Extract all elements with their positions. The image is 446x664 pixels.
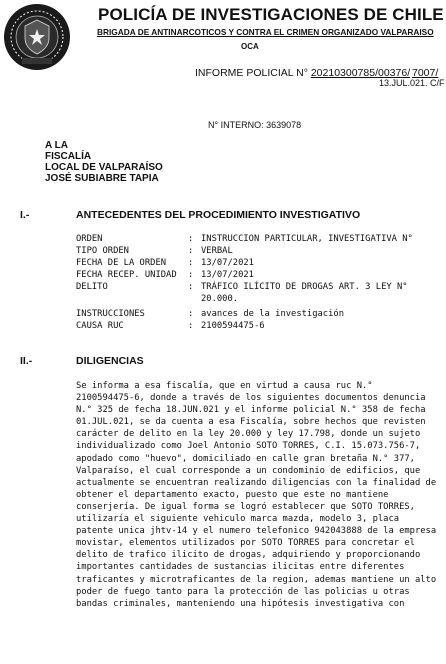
informe-label: INFORME POLICIAL N° bbox=[195, 67, 308, 79]
paragraph-line: 01.JUL.021, se da cuenta a esa Fiscalía, sobre hechos que revisten bbox=[76, 417, 426, 428]
informe-date: 13.JUL.021. C/F bbox=[379, 78, 445, 88]
unit-code: OCA bbox=[241, 42, 259, 51]
field-value: VERBAL bbox=[201, 246, 233, 256]
field-value: 2100594475-6 bbox=[201, 321, 265, 331]
addressee-line: JOSÉ SUBIABRE TAPIA bbox=[45, 173, 159, 184]
paragraph-line: patente unica jhtv-14 y el numero telefonico 942043888 de la empresa bbox=[76, 526, 437, 537]
field-value: 20.000. bbox=[201, 294, 239, 304]
field-value: 13/07/2021 bbox=[201, 270, 254, 280]
paragraph-line: poder de fuego tanto para la protección de las policias u otras bbox=[76, 586, 410, 597]
field-value: TRÁFICO ILÍCITO DE DROGAS ART. 3 LEY N° bbox=[201, 282, 408, 292]
addressee-line: FISCALÍA bbox=[45, 151, 92, 162]
paragraph-line: importantes cantidades de sustancias ilicitas entre diferentes bbox=[76, 562, 405, 573]
field-value: INSTRUCCION PARTICULAR, INVESTIGATIVA N° bbox=[201, 234, 413, 244]
agency-title: POLICÍA DE INVESTIGACIONES DE CHILE bbox=[98, 5, 444, 24]
paragraph-line: apodado como "huevo", domiciliado en calle gran bretaña N.° 377, bbox=[76, 453, 415, 464]
paragraph-line: actualmente se encuentran realizando diligencias con la finalidad de bbox=[76, 477, 437, 488]
informe-suffix: 7007/ bbox=[412, 67, 439, 79]
informe-line bbox=[195, 67, 410, 79]
paragraph-line: Se informa a esa fiscalía, que en virtud a causa ruc N.° bbox=[76, 381, 373, 391]
brigade-subtitle: BRIGADA DE ANTINARCOTICOS Y CONTRA EL CRIMEN ORGANIZADO VALPARAISO bbox=[97, 27, 434, 37]
paragraph-line: 2100594475-6, donde a través de los siguientes documentos denuncia bbox=[76, 393, 426, 404]
field-label: ORDEN bbox=[76, 234, 103, 244]
paragraph-line: movistar, elementos utilizados por SOTO TORRES para concretar el bbox=[76, 538, 415, 549]
field-label: DELITO bbox=[76, 282, 108, 292]
addressee-line: A LA bbox=[45, 140, 68, 151]
paragraph-line: N.° 325 de fecha 18.JUN.021 y el informe policial N.° 358 de fecha bbox=[76, 405, 426, 416]
paragraph-line: Valparaíso, el cual corresponde a un condominio de edificios, que bbox=[76, 465, 421, 476]
section-2-number: II.- bbox=[20, 355, 33, 367]
paragraph-line: bandas criminales, manteniendo una hipótesis investigativa con bbox=[76, 598, 405, 609]
paragraph-line: carácter de delito en la ley 20.000 y ley 17.798, donde un sujeto bbox=[76, 429, 421, 440]
field-value: 13/07/2021 bbox=[201, 258, 254, 268]
field-label: INSTRUCCIONES bbox=[76, 309, 145, 319]
field-label: CAUSA RUC bbox=[76, 321, 124, 331]
field-label: TIPO ORDEN bbox=[76, 246, 129, 256]
paragraph-line: traficantes y microtraficantes de la region, ademas mantiene un alto bbox=[76, 574, 437, 585]
paragraph-line: obtener el departamento exacto, puesto que este no mantiene bbox=[76, 489, 389, 500]
section-1-title: ANTECEDENTES DEL PROCEDIMIENTO INVESTIGATIVO bbox=[76, 209, 361, 221]
field-label: FECHA RECEP. UNIDAD bbox=[76, 270, 177, 280]
paragraph-line: conserjería. De igual forma se logró establecer que SOTO TORRES, bbox=[76, 501, 415, 512]
field-value: avances de la investigación bbox=[201, 309, 344, 319]
paragraph-line: utilizaría el siguiente vehiculo marca mazda, modelo 3, placa bbox=[76, 514, 400, 525]
paragraph-line: delito de trafico ilicito de drogas, adquiriendo y proporcionando bbox=[76, 550, 421, 561]
internal-number: N° INTERNO: 3639078 bbox=[208, 120, 302, 130]
paragraph-line: individualizado como Joel Antonio SOTO TORRES, C.I. 15.073.756-7, bbox=[76, 441, 421, 452]
field-label: FECHA DE LA ORDEN bbox=[76, 258, 167, 268]
diligencias-paragraph bbox=[76, 380, 436, 610]
section-1-number: I.- bbox=[20, 209, 30, 221]
addressee-line: LOCAL DE VALPARAÍSO bbox=[45, 162, 163, 173]
section-2-title: DILIGENCIAS bbox=[76, 355, 144, 367]
informe-number: 20210300785/00376/ bbox=[310, 67, 411, 79]
pdi-seal-logo bbox=[2, 2, 72, 72]
